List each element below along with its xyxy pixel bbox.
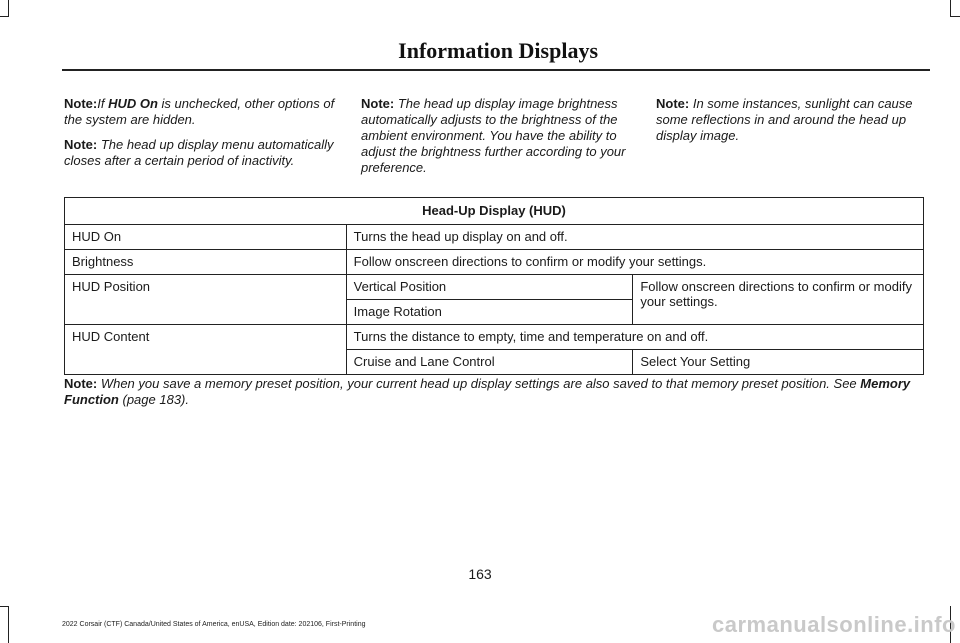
header-rule [62,69,930,71]
setting-cell: HUD Content [65,325,347,375]
setting-cell: HUD On [65,225,347,250]
description-cell: Turns the distance to empty, time and temperature on and off. [346,325,923,350]
page-title: Information Displays [398,38,598,63]
option-cell: Image Rotation [346,300,633,325]
description-cell: Follow onscreen directions to confirm or modify your settings. [346,250,923,275]
crop-mark [8,606,9,643]
description-cell: Turns the head up display on and off. [346,225,923,250]
crop-mark [0,16,9,17]
crop-mark [0,606,9,607]
option-cell: Cruise and Lane Control [346,350,633,375]
table-row [65,225,924,250]
table-row [65,325,924,350]
note-paragraph [64,96,336,128]
memory-note [64,376,930,408]
hud-settings-table [64,197,924,375]
table-row [65,250,924,275]
note-text: The head up display menu automatically closes after a certain period of inactivity. [64,137,334,168]
table-caption: Head-Up Display (HUD) [65,198,924,225]
note-paragraph [656,96,928,144]
page-number: 163 [468,566,492,582]
value-cell: Select Your Setting [633,350,924,375]
note-text: is unchecked, other options of the system are hidden. [64,96,335,127]
note-paragraph [361,96,633,176]
memory-function-link[interactable]: Memory Function [64,376,911,407]
note-text: The head up display image brightness automatically adjusts to the brightness of the ambient environment. You have the ability to adjust the brightness further according to your preference. [361,96,626,175]
crop-mark [950,0,951,16]
note-label: Note: [361,96,395,111]
table-caption-row [65,198,924,225]
note-label: Note: [656,96,690,111]
note-text: When you save a memory preset position, your current head up display settings are also saved to that memory preset position. See [97,376,861,391]
crop-mark [8,0,9,16]
note-column-2 [361,96,633,185]
note-text: In some instances, sunlight can cause some reflections in and around the head up display image. [656,96,913,143]
page-reference: (page 183). [118,392,189,407]
watermark-logo: carmanualsonline.info [712,612,956,637]
note-paragraph [64,137,336,169]
note-label: Note: [64,137,98,152]
note-column-1 [64,96,336,178]
note-column-3 [656,96,928,153]
description-cell: Follow onscreen directions to confirm or modify your settings. [633,275,924,325]
crop-mark [950,16,960,17]
table-row [65,275,924,300]
note-label: Note: [64,376,98,391]
edition-footer: 2022 Corsair (CTF) Canada/United States of America, enUSA, Edition date: 202106, First-Printing [62,621,366,628]
note-emphasis: HUD On [108,96,158,111]
option-cell: Vertical Position [346,275,633,300]
note-text: If [97,96,109,111]
setting-cell: HUD Position [65,275,347,325]
note-label: Note: [64,96,98,111]
setting-cell: Brightness [65,250,347,275]
